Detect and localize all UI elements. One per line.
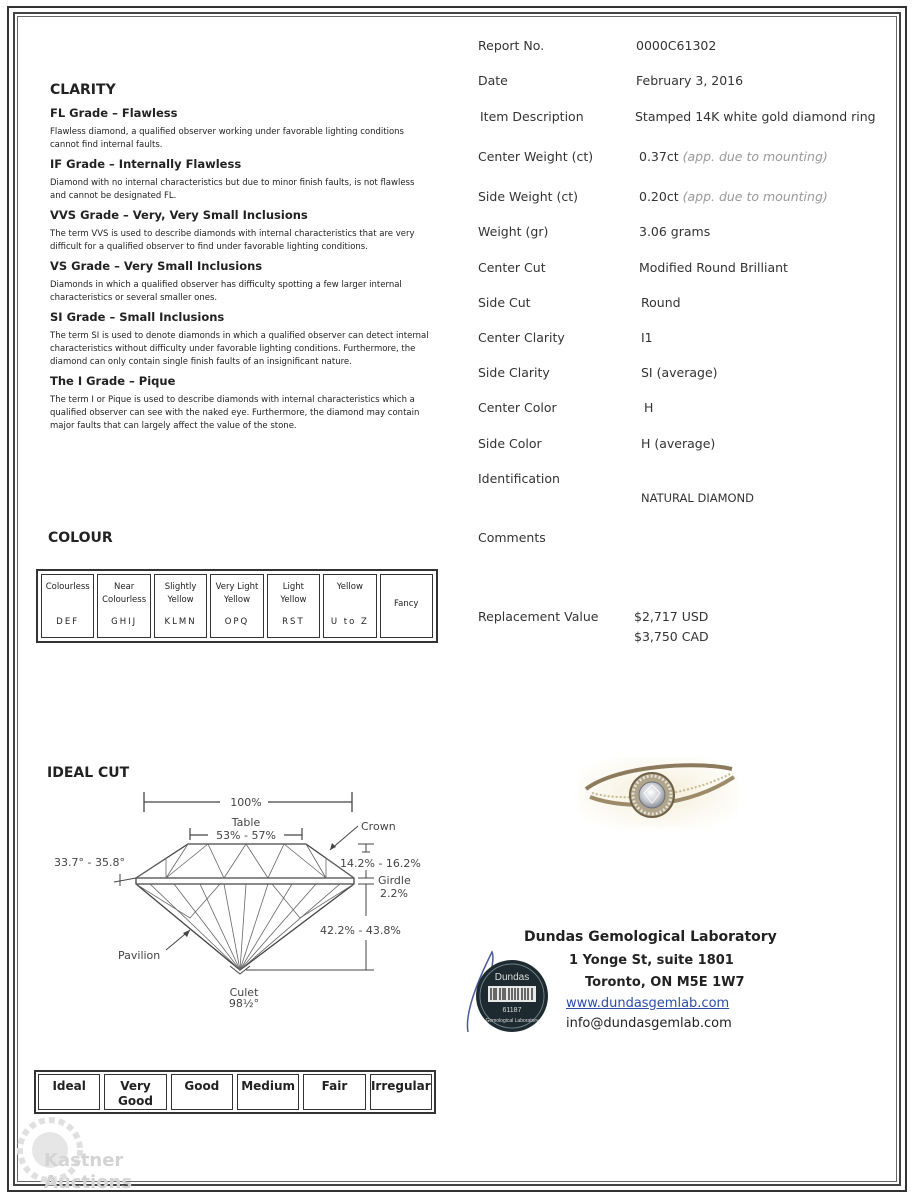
lab-address-line2: Toronto, ON M5E 1W7 bbox=[585, 975, 745, 990]
colour-scale-table bbox=[36, 569, 438, 643]
grade-i bbox=[48, 374, 433, 433]
side-weight-amount: 0.20ct bbox=[639, 189, 679, 204]
grade-description: The term I or Pique is used to describe diamonds with internal characteristics which a qualified observer can see with the naked eye. Furthermore, the diamond may contain major faults that can largely affect the value of the stone. bbox=[50, 395, 420, 431]
date-value: February 3, 2016 bbox=[636, 73, 744, 88]
cut-grade-irregular: Irregular bbox=[370, 1074, 432, 1110]
center-color-value: H bbox=[644, 400, 654, 415]
cut-grade-medium: Medium bbox=[237, 1074, 299, 1110]
grade-title: FL Grade – Flawless bbox=[50, 106, 178, 120]
replacement-value-usd: $2,717 USD bbox=[634, 609, 709, 624]
colour-cell-light-yellow bbox=[267, 574, 320, 638]
item-description-label: Item Description bbox=[480, 109, 584, 124]
crown-label: Crown bbox=[361, 820, 396, 833]
weight-value: 3.06 grams bbox=[639, 224, 711, 239]
report-no-value: 0000C61302 bbox=[636, 38, 717, 53]
lab-name: Dundas Gemological Laboratory bbox=[524, 929, 777, 945]
side-cut-value: Round bbox=[641, 295, 681, 310]
crown-height: 14.2% - 16.2% bbox=[340, 857, 421, 870]
grade-fl bbox=[48, 106, 433, 152]
clarity-section bbox=[48, 82, 433, 438]
colour-name: Yellow bbox=[336, 582, 363, 592]
side-clarity-label: Side Clarity bbox=[478, 365, 550, 380]
diamond-outline bbox=[136, 844, 354, 970]
grade-description: The term VVS is used to describe diamonds with internal characteristics that are very difficult for a qualified observer to find under favorable lighting conditions. bbox=[50, 229, 415, 252]
replacement-value-cad: $3,750 CAD bbox=[634, 629, 709, 644]
ideal-cut-diagram bbox=[40, 788, 440, 1016]
ring-photo bbox=[578, 757, 738, 829]
center-weight-amount: 0.37ct bbox=[639, 149, 679, 164]
auction-watermark bbox=[10, 1110, 160, 1196]
culet-label: Culet bbox=[229, 986, 259, 999]
report-no-label: Report No. bbox=[478, 38, 545, 53]
colour-name: Colourless bbox=[45, 582, 90, 592]
colour-codes: RST bbox=[282, 617, 305, 627]
clarity-title: CLARITY bbox=[50, 82, 116, 98]
colour-name: Near Colourless bbox=[102, 582, 147, 605]
girdle-value: 2.2% bbox=[380, 887, 408, 900]
colour-cell-colourless bbox=[41, 574, 94, 638]
pavilion-depth: 42.2% - 43.8% bbox=[320, 924, 401, 937]
side-color-value: H (average) bbox=[641, 436, 716, 451]
grade-vs bbox=[48, 259, 433, 305]
colour-codes: GHIJ bbox=[111, 617, 138, 627]
cut-grade-very-good: Very Good bbox=[104, 1074, 166, 1110]
grade-title: VS Grade – Very Small Inclusions bbox=[50, 259, 263, 273]
width-label: 100% bbox=[230, 796, 262, 809]
grade-description: The term SI is used to denote diamonds in which a qualified observer can detect internal characteristics without difficulty under favorable lighting conditions. Furthermore, the diamond can only contain single finish faults of an insignificant nature. bbox=[50, 331, 429, 367]
cut-grade-ideal: Ideal bbox=[38, 1074, 100, 1110]
center-clarity-value: I1 bbox=[641, 330, 653, 345]
center-cut-value: Modified Round Brilliant bbox=[639, 260, 788, 275]
lab-email: info@dundasgemlab.com bbox=[566, 1016, 732, 1031]
identification-value: NATURAL DIAMOND bbox=[641, 491, 755, 505]
seal-number: 61187 bbox=[502, 1007, 522, 1014]
colour-codes: OPQ bbox=[224, 617, 250, 627]
ideal-cut-title: IDEAL CUT bbox=[47, 765, 130, 781]
grade-if bbox=[48, 157, 433, 203]
side-weight-value bbox=[639, 189, 828, 204]
colour-name: Slightly Yellow bbox=[164, 582, 197, 605]
center-weight-note: (app. due to mounting) bbox=[682, 149, 828, 164]
table-label: Table bbox=[231, 816, 261, 829]
grade-si bbox=[48, 310, 433, 369]
side-weight-note: (app. due to mounting) bbox=[682, 189, 828, 204]
center-weight-label: Center Weight (ct) bbox=[478, 149, 594, 164]
colour-codes: KLMN bbox=[164, 617, 197, 627]
side-cut-label: Side Cut bbox=[478, 295, 531, 310]
table-range: 53% - 57% bbox=[216, 829, 276, 842]
replacement-value-label: Replacement Value bbox=[478, 609, 599, 624]
lab-website-link[interactable]: www.dundasgemlab.com bbox=[566, 996, 730, 1011]
comments-label: Comments bbox=[478, 530, 546, 545]
seal-top-text: Dundas bbox=[494, 972, 530, 983]
grade-description: Diamond with no internal characteristics but due to minor finish faults, is not flawless and cannot be designated FL. bbox=[50, 178, 415, 201]
side-clarity-value: SI (average) bbox=[641, 365, 718, 380]
grade-title: SI Grade – Small Inclusions bbox=[50, 310, 225, 324]
center-color-label: Center Color bbox=[478, 400, 557, 415]
cut-grade-fair: Fair bbox=[303, 1074, 365, 1110]
side-color-label: Side Color bbox=[478, 436, 542, 451]
item-description-value: Stamped 14K white gold diamond ring bbox=[635, 109, 876, 124]
identification-label: Identification bbox=[478, 471, 560, 486]
crown-angle: 33.7° - 35.8° bbox=[54, 856, 125, 869]
colour-cell-yellow bbox=[323, 574, 376, 638]
grade-title: VVS Grade – Very, Very Small Inclusions bbox=[50, 208, 308, 222]
weight-label: Weight (gr) bbox=[478, 224, 549, 239]
grade-title: IF Grade – Internally Flawless bbox=[50, 157, 242, 171]
diamond-facets bbox=[136, 844, 354, 970]
grade-title: The I Grade – Pique bbox=[50, 374, 176, 388]
center-weight-value bbox=[639, 149, 828, 164]
colour-name: Very Light Yellow bbox=[215, 582, 259, 605]
grade-vvs bbox=[48, 208, 433, 254]
colour-cell-near-colourless bbox=[97, 574, 150, 638]
colour-codes: U to Z bbox=[330, 617, 369, 627]
watermark-line2: Auctions bbox=[44, 1172, 133, 1193]
grade-description: Flawless diamond, a qualified observer working under favorable lighting conditions cannot find internal faults. bbox=[50, 127, 404, 150]
center-cut-label: Center Cut bbox=[478, 260, 546, 275]
watermark-line1: Kastner bbox=[44, 1150, 124, 1171]
colour-codes: DEF bbox=[56, 617, 80, 627]
colour-cell-fancy bbox=[380, 574, 433, 638]
lab-seal-logo bbox=[464, 950, 554, 1040]
colour-name: Fancy bbox=[394, 598, 419, 609]
colour-name: Light Yellow bbox=[280, 582, 307, 605]
center-clarity-label: Center Clarity bbox=[478, 330, 565, 345]
pavilion-label: Pavilion bbox=[118, 949, 161, 962]
date-label: Date bbox=[478, 73, 508, 88]
cut-grade-table bbox=[34, 1070, 436, 1114]
culet-angle: 98½° bbox=[228, 997, 260, 1010]
lab-address-line1: 1 Yonge St, suite 1801 bbox=[569, 953, 734, 968]
grade-description: Diamonds in which a qualified observer has difficulty spotting a few larger internal characteristics or several smaller ones. bbox=[50, 280, 402, 303]
seal-bottom-text: Gemological Laboratory bbox=[485, 1018, 539, 1024]
girdle-label: Girdle bbox=[378, 874, 411, 887]
colour-title: COLOUR bbox=[48, 530, 113, 546]
colour-cell-very-light-yellow bbox=[210, 574, 263, 638]
colour-cell-slightly-yellow bbox=[154, 574, 207, 638]
cut-grade-good: Good bbox=[171, 1074, 233, 1110]
side-weight-label: Side Weight (ct) bbox=[478, 189, 579, 204]
